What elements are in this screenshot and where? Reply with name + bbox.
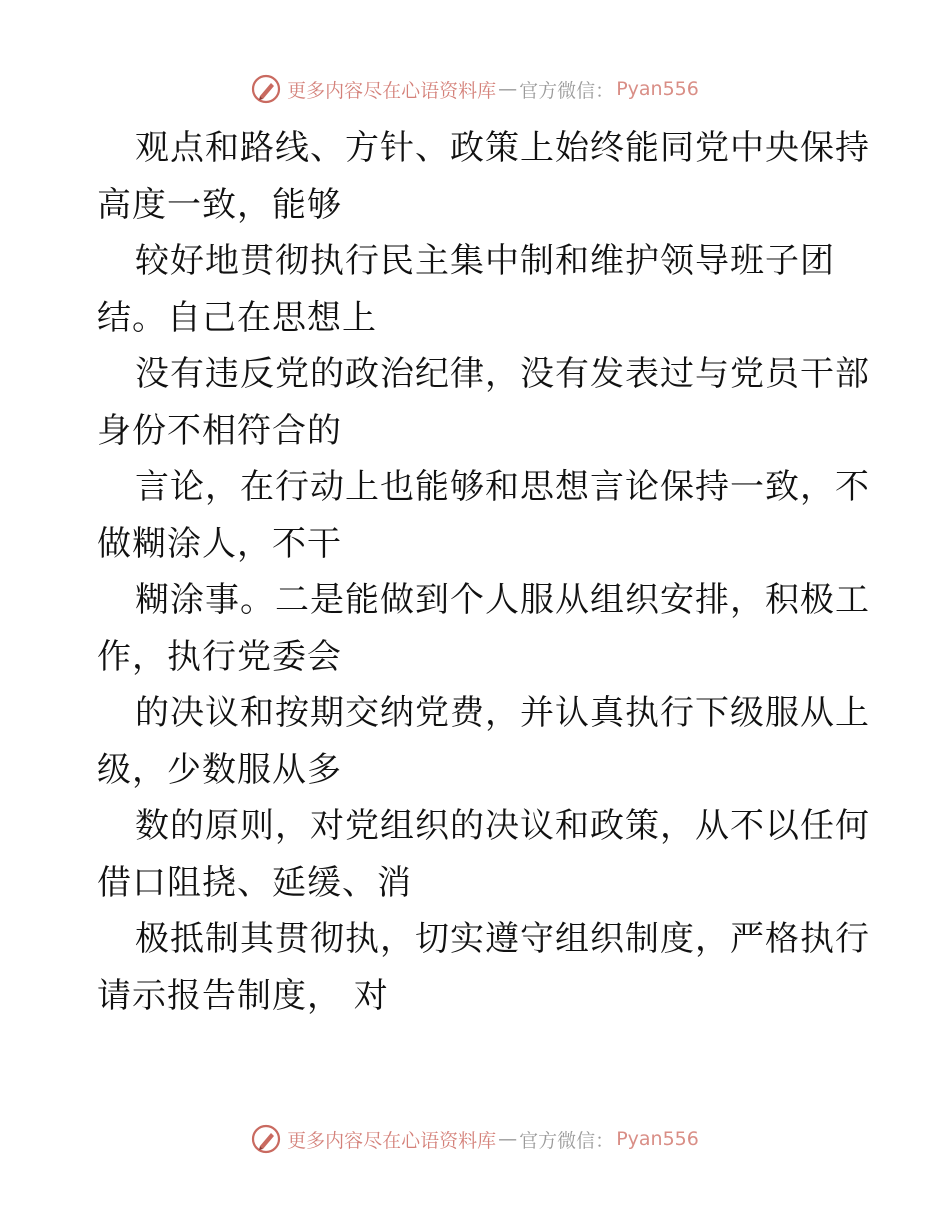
- body-line: 数的原则，对党组织的决议和政策，从不以任何: [135, 806, 870, 846]
- document-body: [97, 120, 870, 1024]
- body-line: 高度一致，能够: [97, 184, 342, 225]
- body-line: 身份不相符合的: [97, 410, 342, 451]
- body-line: 没有违反党的政治纪律，没有发表过与党员干部: [135, 354, 870, 394]
- footer-banner: [0, 1124, 950, 1154]
- pen-logo-icon: [251, 74, 281, 104]
- banner-wechat-label: 官方微信：: [519, 79, 615, 102]
- banner-wechat-account: Pyan556: [616, 78, 699, 100]
- header-banner: [0, 74, 950, 104]
- banner-wechat-account: Pyan556: [616, 1128, 699, 1150]
- body-line: 极抵制其贯彻执，切实遵守组织制度，严格执行: [135, 919, 870, 959]
- body-line: 糊涂事。二是能做到个人服从组织安排，积极工: [135, 580, 870, 620]
- body-line: 较好地贯彻执行民主集中制和维护领导班子团: [135, 241, 835, 281]
- banner-separator: —: [498, 1128, 518, 1150]
- body-line: 观点和路线、方针、政策上始终能同党中央保持: [135, 128, 870, 168]
- banner-separator: —: [498, 78, 518, 100]
- banner-brand-text: 更多内容尽在心语资料库: [287, 1129, 497, 1152]
- body-line: 做糊涂人，不干: [97, 523, 342, 564]
- body-line: 的决议和按期交纳党费，并认真执行下级服从上: [135, 693, 870, 733]
- body-line: 级，少数服从多: [97, 749, 342, 790]
- body-line: 借口阻挠、延缓、消: [97, 862, 412, 903]
- body-line: 结。自己在思想上: [97, 297, 377, 338]
- pen-logo-icon: [251, 1124, 281, 1154]
- body-line: 作，执行党委会: [97, 636, 342, 677]
- body-line: 请示报告制度， 对: [97, 975, 389, 1016]
- banner-wechat-label: 官方微信：: [519, 1129, 615, 1152]
- body-line: 言论，在行动上也能够和思想言论保持一致，不: [135, 467, 870, 507]
- banner-brand-text: 更多内容尽在心语资料库: [287, 79, 497, 102]
